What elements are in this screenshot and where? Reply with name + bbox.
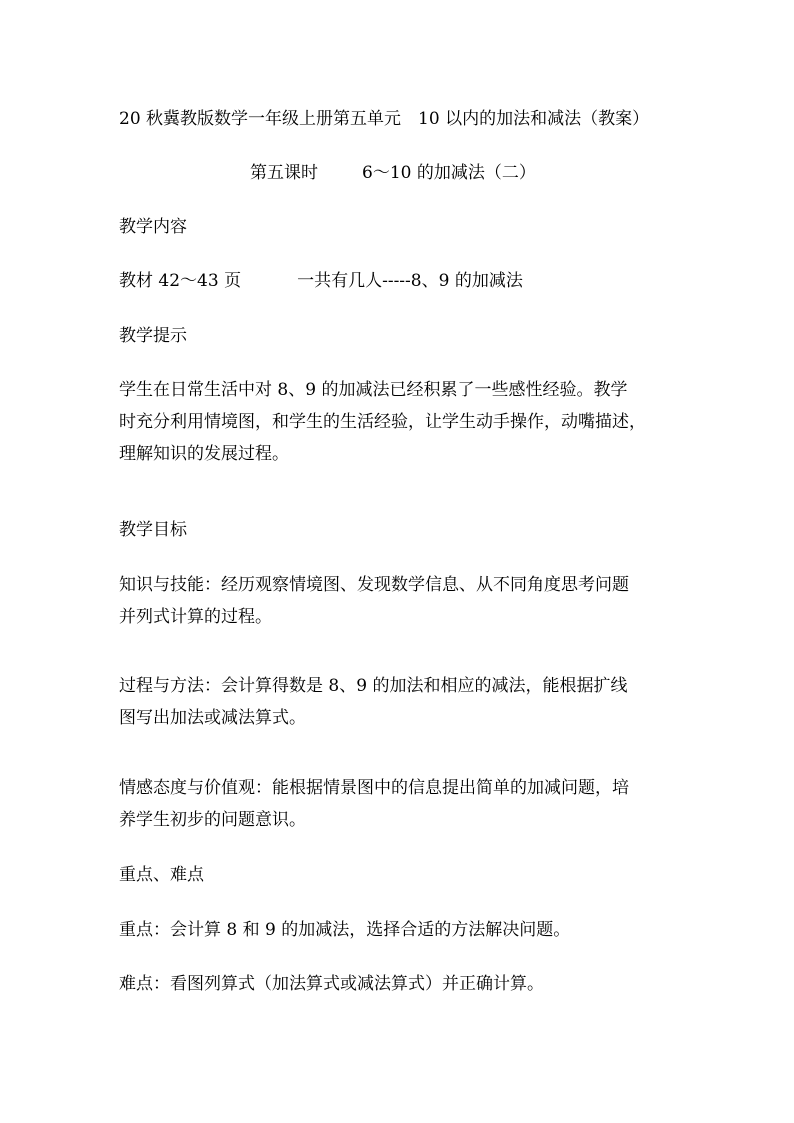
hint-line-2: 时充分利用情境图，和学生的生活经验，让学生动手操作，动嘴描述， bbox=[119, 412, 646, 432]
goal-process-line-1: 过程与方法：会计算得数是 8、9 的加法和相应的减法，能根据扩线 bbox=[119, 676, 628, 696]
content-pages: 教材 42～43 页 bbox=[119, 271, 242, 291]
goal-knowledge-paragraph bbox=[119, 569, 679, 633]
lesson-subtitle bbox=[250, 161, 794, 185]
key-heading: 重点、难点 bbox=[119, 865, 204, 885]
content-heading: 教学内容 bbox=[119, 217, 187, 237]
goal-attitude-line-2: 养学生初步的问题意识。 bbox=[119, 810, 306, 830]
goal-knowledge-line-2: 并列式计算的过程。 bbox=[119, 607, 272, 627]
content-line bbox=[119, 269, 679, 293]
hint-line-1: 学生在日常生活中对 8、9 的加减法已经积累了一些感性经验。教学 bbox=[119, 380, 628, 400]
content-topic: 一共有几人-----8、9 的加减法 bbox=[297, 271, 523, 291]
goal-knowledge-line-1: 知识与技能：经历观察情境图、发现数学信息、从不同角度思考问题 bbox=[119, 575, 629, 595]
hint-heading: 教学提示 bbox=[119, 326, 187, 346]
goals-heading: 教学目标 bbox=[119, 520, 187, 540]
hint-paragraph bbox=[119, 374, 679, 470]
goal-attitude-line-1: 情感态度与价值观：能根据情景图中的信息提出简单的加减问题，培 bbox=[119, 778, 629, 798]
difficult-point: 难点：看图列算式（加法算式或减法算式）并正确计算。 bbox=[119, 974, 544, 994]
goal-process-paragraph bbox=[119, 670, 679, 734]
lesson-topic: 6～10 的加减法（二） bbox=[362, 163, 536, 183]
lesson-number: 第五课时 bbox=[250, 163, 318, 183]
goal-process-line-2: 图写出加法或减法算式。 bbox=[119, 708, 306, 728]
key-point: 重点：会计算 8 和 9 的加减法，选择合适的方法解决问题。 bbox=[119, 920, 571, 940]
goal-attitude-paragraph bbox=[119, 772, 679, 836]
document-title: 20 秋冀教版数学一年级上册第五单元 10 以内的加法和减法（教案） bbox=[119, 109, 650, 129]
hint-line-3: 理解知识的发展过程。 bbox=[119, 444, 289, 464]
